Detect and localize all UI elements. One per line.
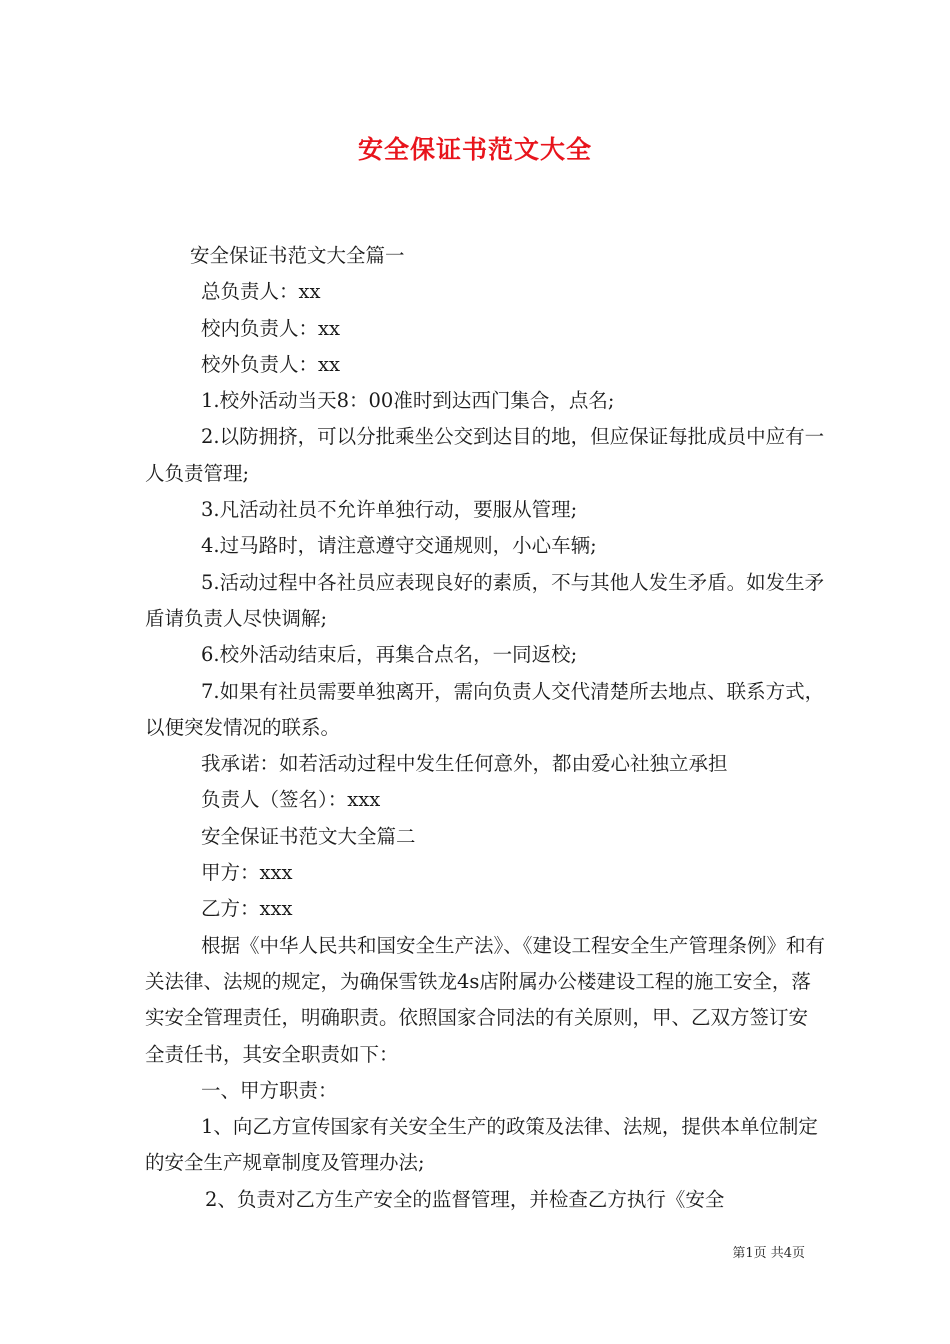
section-heading-2: 安全保证书范文大全篇二 — [201, 824, 416, 848]
paragraph-party-a: 甲方：xxx — [201, 861, 293, 885]
section-heading-1: 安全保证书范文大全篇一 — [190, 244, 405, 267]
paragraph-item-1: 1.校外活动当天8：00准时到达西门集合，点名; — [201, 389, 615, 413]
paragraph-duty-2: 2、负责对乙方生产安全的监督管理，并检查乙方执行《安全 — [205, 1187, 725, 1211]
paragraph-duty-1: 1、向乙方宣传国家有关安全生产的政策及法律、法规，提供本单位制定的安全生产规章制度及管理办法; — [145, 1115, 818, 1175]
paragraph-item-5: 5.活动过程中各社员应表现良好的素质，不与其他人发生矛盾。如发生矛盾请负责人尽快调解; — [145, 570, 825, 630]
document-body — [145, 238, 825, 1218]
paragraph-internal-responsible: 校内负责人：xx — [201, 316, 340, 340]
paragraph-item-4: 4.过马路时，请注意遵守交通规则，小心车辆; — [201, 534, 597, 558]
paragraph-legal-basis: 根据《中华人民共和国安全生产法》、《建设工程安全生产管理条例》和有关法律、法规的规定，为确保雪铁龙4s店附属办公楼建设工程的施工安全，落实安全管理责任，明确职责。依照国家合同法的有关原则，甲、乙双方签订安全责任书，其安全职责如下： — [145, 933, 826, 1066]
paragraph-item-6: 6.校外活动结束后，再集合点名，一同返校; — [201, 643, 578, 667]
paragraph-party-a-duties-heading: 一、甲方职责： — [201, 1078, 338, 1102]
paragraph-chief-responsible: 总负责人：xx — [201, 280, 321, 304]
paragraph-external-responsible: 校外负责人：xx — [201, 352, 340, 376]
document-title: 安全保证书范文大全 — [357, 135, 592, 164]
paragraph-item-2: 2.以防拥挤，可以分批乘坐公交到达目的地，但应保证每批成员中应有一人负责管理; — [145, 425, 825, 485]
paragraph-item-7: 7.如果有社员需要单独离开，需向负责人交代清楚所去地点、联系方式，以便突发情况的联系。 — [145, 679, 825, 739]
paragraph-signature: 负责人（签名）：xxx — [201, 788, 381, 812]
paragraph-item-3: 3.凡活动社员不允许单独行动，要服从管理; — [201, 498, 578, 522]
paragraph-promise: 我承诺：如若活动过程中发生任何意外，都由爱心社独立承担 — [201, 752, 728, 776]
paragraph-party-b: 乙方：xxx — [201, 897, 293, 921]
page-indicator: 第1页 共4页 — [732, 1246, 805, 1261]
